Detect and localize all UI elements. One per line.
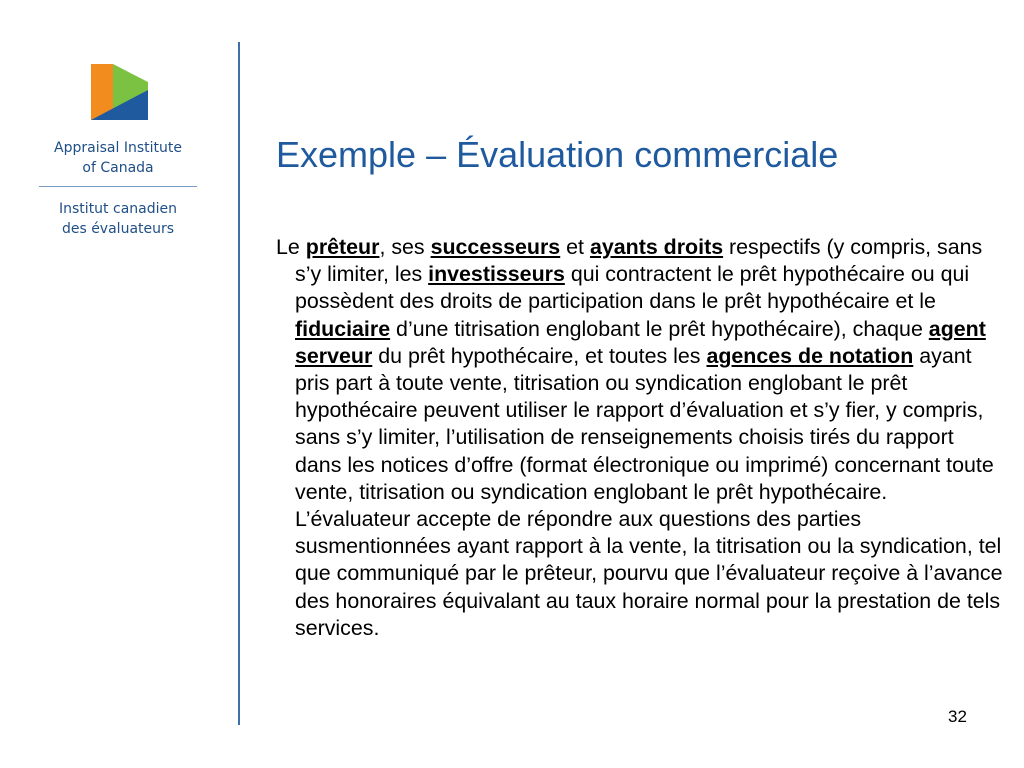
slide-body-text bbox=[276, 234, 1005, 642]
vertical-divider bbox=[238, 42, 240, 725]
term-fiduciaire: fiduciaire bbox=[295, 316, 391, 341]
body-text-run: et bbox=[560, 235, 590, 259]
term-agences-de-notation: agences de notation bbox=[706, 343, 914, 368]
term-investisseurs: investisseurs bbox=[428, 262, 565, 287]
term-agent-serveur: agent serveur bbox=[295, 316, 986, 368]
body-text-run: respectifs (y compris, sans s’y limiter, les bbox=[295, 235, 983, 287]
slide-title: Exemple – Évaluation commerciale bbox=[276, 134, 839, 175]
body-text-run: du prêt hypothécaire, et toutes les bbox=[372, 343, 707, 368]
term-ayants-droits: ayants droits bbox=[589, 235, 724, 259]
org-name-divider bbox=[39, 186, 197, 187]
org-name-english bbox=[30, 138, 206, 178]
org-name-french-line1: Institut canadien bbox=[59, 201, 177, 217]
slide-number: 32 bbox=[948, 707, 967, 726]
org-name-english-line2: of Canada bbox=[82, 160, 154, 176]
body-text-run: d’une titrisation englobant le prêt hypothécaire), chaque bbox=[390, 316, 929, 341]
body-text-run: Le bbox=[276, 235, 306, 259]
body-text-run: qui contractent le prêt hypothécaire ou qui possèdent des droits de participation dans le prêt hypothécaire et le bbox=[295, 262, 970, 314]
body-text-run: ayant pris part à toute vente, titrisation ou syndication englobant le prêt hypothécaire peuvent utiliser le rapport d’évaluation et s’y fier, y compris, sans s’y limiter, l’utilisation de renseignements choisis tirés du rapport dans les notices d’offre (format électronique ou imprimé) concernant toute vente, titrisation ou syndication englobant le prêt hypothécaire. L’évaluateur accepte de répondre aux questions des parties susmentionnées ayant rapport à la vente, la titrisation ou la syndication, tel que communiqué par le prêteur, pourvu que l’évaluateur reçoive à l’avance des honoraires équivalant au taux horaire normal pour la prestation de tels services. bbox=[295, 343, 1003, 640]
term-successeurs: successeurs bbox=[430, 235, 561, 259]
org-name-french bbox=[30, 199, 206, 239]
org-name-french-line2: des évaluateurs bbox=[61, 221, 175, 237]
term-preteur: prêteur bbox=[305, 235, 380, 259]
aic-logo-icon bbox=[91, 64, 148, 120]
body-text-run: , ses bbox=[379, 235, 431, 259]
org-name-english-line1: Appraisal Institute bbox=[54, 140, 182, 156]
